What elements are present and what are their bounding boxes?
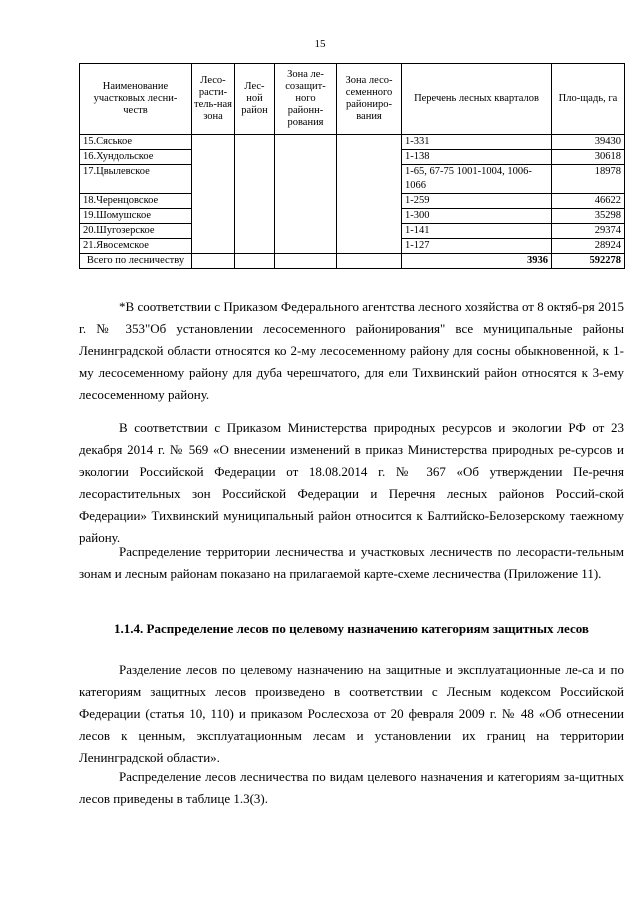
cell-name: 19.Шомушское — [80, 209, 192, 224]
cell-name: 15.Сяськое — [80, 135, 192, 150]
total-empty-cell — [337, 254, 402, 269]
cell-name: 21.Явосемское — [80, 239, 192, 254]
header-forest-region: Лес-ной район — [235, 64, 275, 135]
table-total-row — [80, 254, 625, 269]
total-quarters: 3936 — [402, 254, 552, 269]
total-empty-cell — [275, 254, 337, 269]
cell-zone-protective — [275, 135, 337, 254]
cell-area: 29374 — [552, 224, 625, 239]
cell-name: 17.Цвылевское — [80, 165, 192, 194]
paragraph-seed-zoning — [79, 296, 624, 406]
cell-area: 28924 — [552, 239, 625, 254]
cell-area: 30618 — [552, 150, 625, 165]
cell-quarters: 1-127 — [402, 239, 552, 254]
section-heading: 1.1.4. Распределение лесов по целевому назначению категориям защитных лесов — [114, 621, 589, 636]
cell-quarters: 1-138 — [402, 150, 552, 165]
total-area: 592278 — [552, 254, 625, 269]
cell-name: 18.Черенцовское — [80, 194, 192, 209]
cell-name: 20.Шугозерское — [80, 224, 192, 239]
paragraph-forest-division — [79, 659, 624, 769]
paragraph-text: В соответствии с Приказом Министерства природных ресурсов и экологии РФ от 23 декабря 2014 г. № 569 «О внесении изменений в приказ Министерства природных ре-сурсов и экологии Российской Федерации от 18.08.2014 г. № 367 «Об утверждении Пе-речня лесорастительных зон Российской Федерации и Перечня лесных районов Россий-ской Федерации» Тихвинский муниципальный район относится к Балтийско-Белозерскому таежному району. — [79, 420, 624, 545]
page-number: 15 — [314, 38, 326, 50]
cell-quarters: 1-65, 67-75 1001-1004, 1006-1066 — [402, 165, 552, 194]
header-quarters: Перечень лесных кварталов — [402, 64, 552, 135]
paragraph-table-reference — [79, 766, 624, 810]
cell-area: 18978 — [552, 165, 625, 194]
header-zone-protective: Зона ле-созащит-ного районн-рования — [275, 64, 337, 135]
total-empty-cell — [192, 254, 235, 269]
paragraph-ministry-order — [79, 417, 624, 549]
forest-districts-table — [79, 63, 625, 269]
header-area: Пло-щадь, га — [552, 64, 625, 135]
table-row — [80, 135, 625, 150]
header-name: Наименование участковых лесни-честв — [80, 64, 192, 135]
cell-name: 16.Хундольское — [80, 150, 192, 165]
cell-area: 39430 — [552, 135, 625, 150]
header-zone-seed: Зона лесо-семенного райониро-вания — [337, 64, 402, 135]
cell-quarters: 1-141 — [402, 224, 552, 239]
paragraph-text: *В соответствии с Приказом Федерального агентства лесного хозяйства от 8 октяб-ря 2015 г. № 353"Об установлении лесосеменного районирования" все муниципальные районы Ленинградской области относятся ко 2-му лесосеменному району для сосны обыкновенной, к 1-му лесосеменному району для дуба черешчатого, для ели Тихвинский район относятся к 3-ему лесосеменному району. — [79, 299, 624, 402]
total-label: Всего по лесничеству — [80, 254, 192, 269]
cell-quarters: 1-259 — [402, 194, 552, 209]
cell-area: 35298 — [552, 209, 625, 224]
cell-quarters: 1-300 — [402, 209, 552, 224]
paragraph-distribution — [79, 541, 624, 585]
paragraph-text: Распределение лесов лесничества по видам целевого назначения и категориям за-щитных лесов приведены в таблице 1.3(3). — [79, 769, 624, 806]
table-header-row — [80, 64, 625, 135]
paragraph-text: Распределение территории лесничества и участковых лесничеств по лесорасти-тельным зонам и лесным районам показано на прилагаемой карте-схеме лесничества (Приложение 11). — [79, 544, 624, 581]
paragraph-text: Разделение лесов по целевому назначению на защитные и эксплуатационные ле-са и по категориям защитных лесов произведено в соответствии с Лесным кодексом Российской Федерации (статья 10, 110) и приказом Рослесхоза от 20 февраля 2009 г. № 48 «Об отнесении лесов к ценным, эксплуатационным лесам и установлении их границ на территории Ленинградской области». — [79, 662, 624, 765]
cell-area: 46622 — [552, 194, 625, 209]
cell-forest-region — [235, 135, 275, 254]
cell-zone-seed — [337, 135, 402, 254]
cell-quarters: 1-331 — [402, 135, 552, 150]
header-zone-forest: Лесо-расти-тель-ная зона — [192, 64, 235, 135]
total-empty-cell — [235, 254, 275, 269]
cell-zone-forest — [192, 135, 235, 254]
